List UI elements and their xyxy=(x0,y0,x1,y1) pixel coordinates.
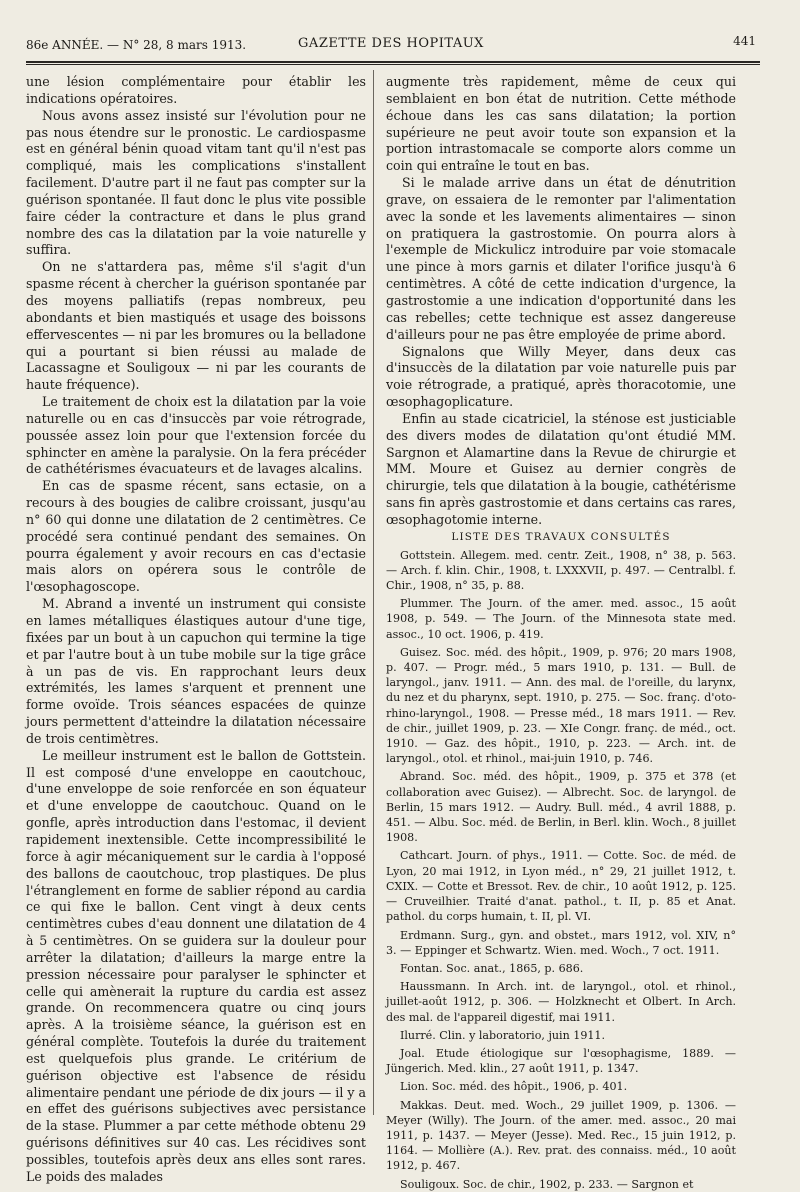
paragraph: Le meilleur instrument est le ballon de Gottstein. Il est composé d'une enveloppe en caoutchouc, d'une enveloppe de soie renforcée en son équateur et d'une enveloppe de caoutchouc. Quand on le gonfle, après introduction dans l'estomac, il devient rapidement inextensible. Cette incompressibilité le force à agir mécaniquement sur le cardia à l'opposé des ballons de caoutchouc, trop plastiques. De plus l'étranglement en forme de sablier répond au cardia ce qui fixe le ballon. Cent vingt à deux cents centimètres cubes d'eau donnent une dilatation de 4 à 5 centimètres. On se guidera sur la douleur pour arrêter la dilatation; d'ailleurs la marge entre la pression nécessaire pour paralyser le sphincter et celle qui amènerait la rupture du cardia est assez grande. On recommencera quatre ou cinq jours après. A la troisième séance, la guérison est en général complète. Toutefois la durée du traitement est quelquefois plus grande. Le critérium de guérison objective est l'absence de résidu alimentaire pendant une période de dix jours — il y a en effet des guérisons subjectives avec persistance de la stase. Plummer a par cette méthode obtenu 29 guérisons définitives sur 40 cas. Les récidives sont possibles, toutefois après deux ans elles sont rares. Le poids des malades xyxy=(26,747,366,1184)
paragraph: Signalons que Willy Meyer, dans deux cas d'insuccès de la dilatation par voie naturelle puis par voie rétrograde, a pratiqué, après thoracotomie, une œsophagoplicature. xyxy=(386,343,736,410)
page-header xyxy=(26,34,756,56)
paragraph: une lésion complémentaire pour établir les indications opératoires. xyxy=(26,74,366,106)
reference-entry: Lion. Soc. méd. des hôpit., 1906, p. 401. xyxy=(400,1080,628,1094)
header-rule-thin xyxy=(26,64,760,65)
reference-entry: Haussmann. In Arch. int. de laryngol., otol. et rhinol., juillet-août 1912, p. 306. — Holzknecht et Olbert. In Arch. des mal. de l'appareil digestif, mai 1911. xyxy=(386,980,736,1024)
paragraph: Si le malade arrive dans un état de dénutrition grave, on essaiera de le remonter par l'alimentation avec la sonde et les lavements alimentaires — sinon on pratiquera la gastrostomie. On pourra alors à l'exemple de Mickulicz introduire par voie stomacale une pince à mors garnis et dilater l'orifice jusqu'à 6 centimètres. A côté de cette indication d'urgence, la gastrostomie a une indication d'opportunité dans les cas rebelles; cette technique est assez dangereuse d'ailleurs pour ne pas être employée de prime abord. xyxy=(386,175,736,342)
paragraph: En cas de spasme récent, sans ectasie, on a recours à des bougies de calibre croissant, jusqu'au n° 60 qui donne une dilatation de 2 centimètres. Ce procédé sera continué pendant des semaines. On pourra également y avoir recours en cas d'ectasie mais alors on opérera sous le contrôle de l'œsophagoscope. xyxy=(26,478,366,595)
reference-entry: Souligoux. Soc. de chir., 1902, p. 233. — Sargnon et xyxy=(400,1177,694,1191)
reference-list xyxy=(386,548,736,1192)
paragraph: Enfin au stade cicatriciel, la sténose est justiciable des divers modes de dilatation qu'ont étudié MM. Sargnon et Alamartine dans la Revue de chirurgie et MM. Moure et Guisez au dernier congrès de chirurgie, tels que dilatation à la bougie, cathétérisme sans fin après gastrostomie et dans certains cas rares, œsophagotomie interne. xyxy=(386,410,736,527)
reference-entry: Abrand. Soc. méd. des hôpit., 1909, p. 375 et 378 (et collaboration avec Guisez). — Albrecht. Soc. de laryngol. de Berlin, 15 mars 1912. — Audry. Bull. méd., 4 avril 1888, p. 451. — Albu. Soc. méd. de Berlin, in Berl. klin. Woch., 8 juillet 1908. xyxy=(386,770,736,845)
reference-entry: Joal. Etude étiologique sur l'œsophagisme, 1889. — Jüngerich. Med. klin., 27 août 1911, p. 1347. xyxy=(386,1046,736,1076)
paragraph: Le traitement de choix est la dilatation par la voie naturelle ou en cas d'insuccès par voie rétrograde, poussée assez loin pour que l'extension forcée du sphincter en amène la paralysie. On la fera précéder de cathétérismes évacuateurs et de lavages alcalins. xyxy=(26,394,366,477)
header-rule xyxy=(26,61,760,63)
paragraph: Nous avons assez insisté sur l'évolution pour ne pas nous étendre sur le pronostic. Le cardiospasme est en général bénin quoad vitam tant qu'il n'est pas compliqué, mais les complications s'installent facilement. D'autre part il ne faut pas compter sur la guérison spontanée. Il faut donc le plus vite possible faire céder la contracture et dans le plus grand nombre des cas la dilatation par la voie naturelle y suffira. xyxy=(26,107,366,258)
journal-title: GAZETTE DES HOPITAUX xyxy=(298,36,484,51)
column-divider xyxy=(373,70,374,1115)
reference-entry: Makkas. Deut. med. Woch., 29 juillet 1909, p. 1306. — Meyer (Willy). The Journ. of the amer. med. assoc., 20 mai 1911, p. 1437. — Meyer (Jesse). Med. Rec., 15 juin 1912, p. 1164. — Mollière (A.). Rev. prat. des connaiss. méd., 10 août 1912, p. 467. xyxy=(386,1098,736,1173)
paragraph: augmente très rapidement, même de ceux qui semblaient en bon état de nutrition. Cette méthode échoue dans les cas sans dilatation; la portion supérieure ne peut avoir toute son expansion et la portion intrastomacale se comporte alors comme un coin qui entraîne le tout en bas. xyxy=(386,74,736,174)
right-column xyxy=(386,74,736,1192)
paragraph: On ne s'attardera pas, même s'il s'agit d'un spasme récent à chercher la guérison spontanée par des moyens palliatifs (repas nombreux, peu abondants et bien mastiqués et usage des boissons effervescentes — ni par les bromures ou la belladone qui a pourtant si bien réussi au malade de Lacassagne et Souligoux — ni par les courants de haute fréquence). xyxy=(26,259,366,393)
references-title: LISTE DES TRAVAUX CONSULTÉS xyxy=(451,530,671,543)
reference-entry: Cathcart. Journ. of phys., 1911. — Cotte. Soc. de méd. de Lyon, 20 mai 1912, in Lyon méd., n° 29, 21 juillet 1912, t. CXIX. — Cotte et Bressot. Rev. de chir., 10 août 1912, p. 125. — Cruveilhier. Traité d'anat. pathol., t. II, p. 85 et Anat. pathol. du corps humain, t. II, pl. VI. xyxy=(386,849,736,924)
issue-line: 86e ANNÉE. — N° 28, 8 mars 1913. xyxy=(26,38,247,52)
page-number: 441 xyxy=(733,34,756,48)
reference-entry: Gottstein. Allegem. med. centr. Zeit., 1908, n° 38, p. 563. — Arch. f. klin. Chir., 1908, t. LXXXVII, p. 497. — Centralbl. f. Chir., 1908, n° 35, p. 88. xyxy=(386,548,736,593)
reference-entry: Guisez. Soc. méd. des hôpit., 1909, p. 976; 20 mars 1908, p. 407. — Progr. méd., 5 mars 1910, p. 131. — Bull. de laryngol., janv. 1911. — Ann. des mal. de l'oreille, du larynx, du nez et du pharynx, sept. 1910, p. 275. — Soc. franç. d'oto-rhino-laryngol., 1908. — Presse méd., 18 mars 1911. — Rev. de chir., juillet 1909, p. 23. — XIe Congr. franç. de méd., oct. 1910. — Gaz. des hôpit., 1910, p. 223. — Arch. int. de laryngol., otol. et rhinol., mai-juin 1910, p. 746. xyxy=(386,645,736,766)
reference-entry: Ilurré. Clin. y laboratorio, juin 1911. xyxy=(400,1028,606,1042)
reference-entry: Erdmann. Surg., gyn. and obstet., mars 1912, vol. XIV, n° 3. — Eppinger et Schwartz. Wien. med. Woch., 7 oct. 1911. xyxy=(386,928,736,957)
left-column xyxy=(26,74,366,1186)
reference-entry: Plummer. The Journ. of the amer. med. assoc., 15 août 1908, p. 549. — The Journ. of the Minnesota state med. assoc., 10 oct. 1906, p. 419. xyxy=(386,597,736,641)
paragraph: M. Abrand a inventé un instrument qui consiste en lames métalliques élastiques autour d'une tige, fixées par un bout à un capuchon qui termine la tige et par l'autre bout à un tube mobile sur la tige grâce à un pas de vis. En rapprochant leurs deux extrémités, les lames s'arquent et prennent une forme ovoïde. Trois séances espacées de quinze jours permettent d'atteindre la dilatation nécessaire de trois centimètres. xyxy=(26,596,366,746)
reference-entry: Fontan. Soc. anat., 1865, p. 686. xyxy=(400,961,584,975)
